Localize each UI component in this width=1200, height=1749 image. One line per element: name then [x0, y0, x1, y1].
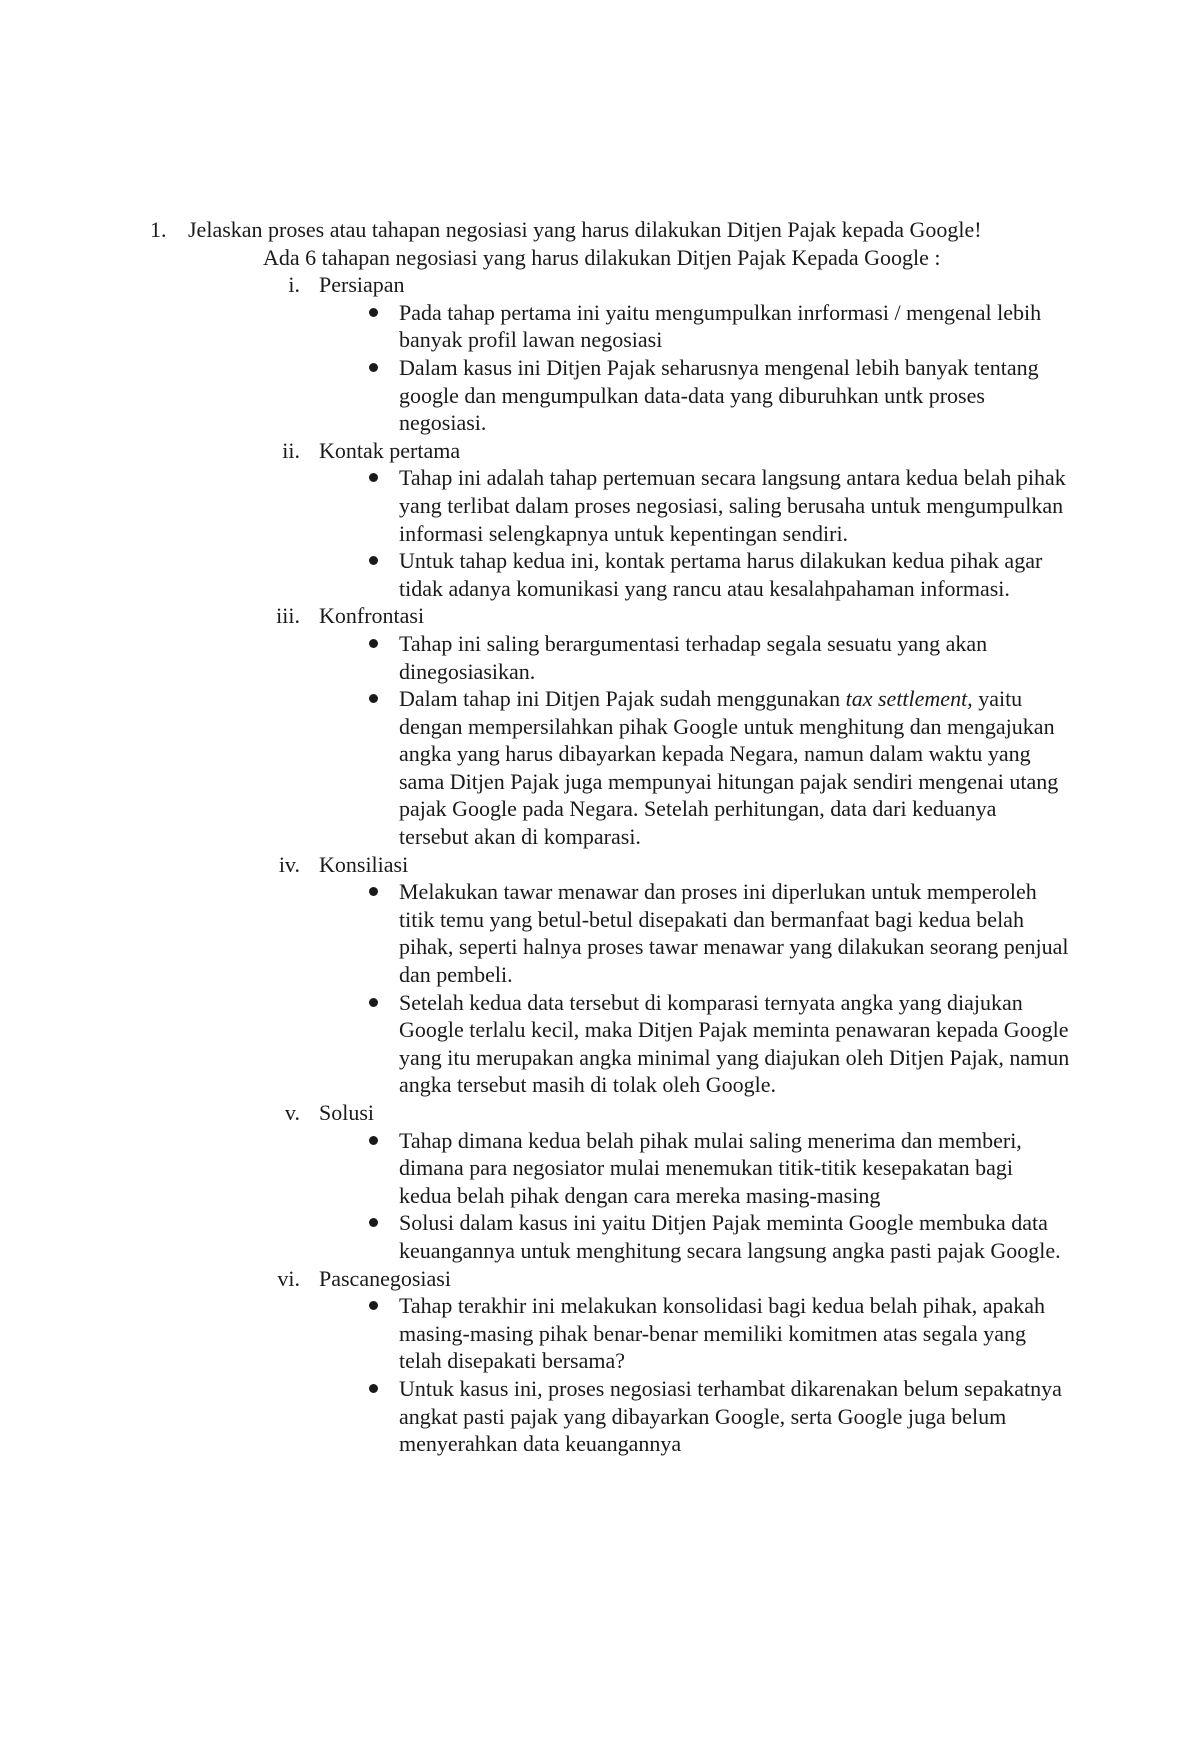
bullet-icon — [368, 630, 399, 685]
bullet-icon — [368, 989, 399, 1099]
list-item — [368, 1292, 1070, 1375]
intro-text: Ada 6 tahapan negosiasi yang harus dilakukan Ditjen Pajak Kepada Google : — [263, 244, 941, 270]
stage-title: Konsiliasi — [319, 851, 409, 877]
stage-item — [150, 1099, 1150, 1127]
list-item — [368, 878, 1070, 988]
bullet-icon — [368, 1375, 399, 1458]
list-item — [368, 299, 1070, 354]
stage-number: iv. — [278, 851, 300, 877]
stage-number: i. — [288, 272, 300, 298]
bullet-text: Melakukan tawar menawar dan proses ini diperlukan untuk memperoleh titik temu yang betul-betul disepakati dan bermanfaat bagi kedua belah pihak, seperti halnya proses tawar menawar yang dilakukan seorang penjual dan pembeli. — [399, 879, 1069, 988]
stage-title: Solusi — [319, 1100, 375, 1125]
bullet-icon — [368, 685, 399, 851]
bullet-icon — [368, 354, 399, 437]
bullet-text: Dalam kasus ini Ditjen Pajak seharusnya mengenal lebih banyak tentang google dan mengumpulkan data-data yang diburuhkan untk proses negosiasi. — [399, 354, 1039, 436]
bullet-list — [150, 878, 1150, 1099]
bullet-list — [150, 464, 1150, 602]
bullet-text: Untuk tahap kedua ini, kontak pertama harus dilakukan kedua pihak agar tidak adanya komunikasi yang rancu atau kesalahpahaman informasi. — [399, 548, 1043, 601]
document-body — [150, 216, 1150, 1458]
stage-number: iii. — [276, 603, 300, 629]
stage-item — [150, 602, 1150, 630]
stage-number: ii. — [282, 437, 300, 463]
list-item — [368, 1375, 1070, 1458]
italic-term: tax settlement, — [845, 686, 973, 712]
bullet-text: Tahap ini saling berargumentasi terhadap segala sesuatu yang akan dinegosiasikan. — [399, 630, 988, 684]
bullet-text-part: Dalam tahap ini Ditjen Pajak sudah menggunakan — [399, 686, 846, 712]
list-item — [368, 685, 1070, 851]
list-item — [368, 1209, 1070, 1264]
stage-item — [150, 1265, 1150, 1293]
bullet-icon — [368, 464, 399, 547]
bullet-text: Tahap terakhir ini melakukan konsolidasi bagi kedua belah pihak, apakah masing-masing pihak benar-benar memiliki komitmen atas segala yang telah disepakati bersama? — [399, 1293, 1046, 1374]
bullet-icon — [368, 1209, 399, 1264]
bullet-text: Tahap dimana kedua belah pihak mulai saling menerima dan memberi, dimana para negosiator mulai menemukan titik-titik kesepakatan bagi kedua belah pihak dengan cara mereka masing-masing — [399, 1127, 1022, 1208]
bullet-icon — [368, 547, 399, 602]
question-item — [150, 216, 1150, 244]
bullet-text: Tahap ini adalah tahap pertemuan secara langsung antara kedua belah pihak yang terlibat dalam proses negosiasi, saling berusaha untuk mengumpulkan informasi selengkapnya untuk kepentingan sendiri. — [399, 465, 1066, 546]
list-item — [368, 630, 1070, 685]
stage-item — [150, 271, 1150, 299]
stage-title: Konfrontasi — [319, 603, 425, 629]
bullet-icon — [368, 878, 399, 988]
stage-number: vi. — [277, 1265, 300, 1291]
bullet-text-part: yaitu dengan mempersilahkan pihak Google untuk menghitung dan mengajukan angka yang harus dibayarkan kepada Negara, namun dalam waktu yang sama Ditjen Pajak juga mempunyai hitungan pajak sendiri mengenai utang pajak Google pada Negara. Setelah perhitungan, data dari keduanya tersebut akan di komparasi. — [399, 686, 1059, 850]
list-item — [368, 989, 1070, 1099]
list-item — [368, 464, 1070, 547]
stage-title: Pascanegosiasi — [319, 1265, 451, 1291]
bullet-list — [150, 299, 1150, 437]
stage-title: Kontak pertama — [319, 437, 461, 463]
stage-title: Persiapan — [319, 272, 405, 298]
bullet-icon — [368, 1292, 399, 1375]
stage-item — [150, 437, 1150, 465]
bullet-list — [150, 630, 1150, 851]
question-text: Jelaskan proses atau tahapan negosiasi yang harus dilakukan Ditjen Pajak kepada Google! — [188, 217, 982, 242]
bullet-text: Pada tahap pertama ini yaitu mengumpulkan inrformasi / mengenal lebih banyak profil lawan negosiasi — [399, 299, 1042, 353]
list-item — [368, 1127, 1070, 1210]
bullet-text: Untuk kasus ini, proses negosiasi terhambat dikarenakan belum sepakatnya angkat pasti pajak yang dibayarkan Google, serta Google juga belum menyerahkan data keuangannya — [399, 1375, 1062, 1457]
stage-item — [150, 851, 1150, 879]
bullet-text: Solusi dalam kasus ini yaitu Ditjen Pajak meminta Google membuka data keuangannya untuk menghitung secara langsung angka pasti pajak Google. — [399, 1210, 1061, 1263]
bullet-text: Setelah kedua data tersebut di komparasi ternyata angka yang diajukan Google terlalu kecil, maka Ditjen Pajak meminta penawaran kepada Google yang itu merupakan angka minimal yang diajukan oleh Ditjen Pajak, namun angka tersebut masih di tolak oleh Google. — [399, 989, 1070, 1098]
bullet-list — [150, 1292, 1150, 1458]
question-number: 1. — [150, 217, 167, 242]
stage-number: v. — [284, 1100, 300, 1125]
bullet-icon — [368, 299, 399, 354]
list-item — [368, 354, 1070, 437]
bullet-list — [150, 1127, 1150, 1265]
list-item — [368, 547, 1070, 602]
bullet-text — [399, 685, 1070, 851]
bullet-icon — [368, 1127, 399, 1210]
